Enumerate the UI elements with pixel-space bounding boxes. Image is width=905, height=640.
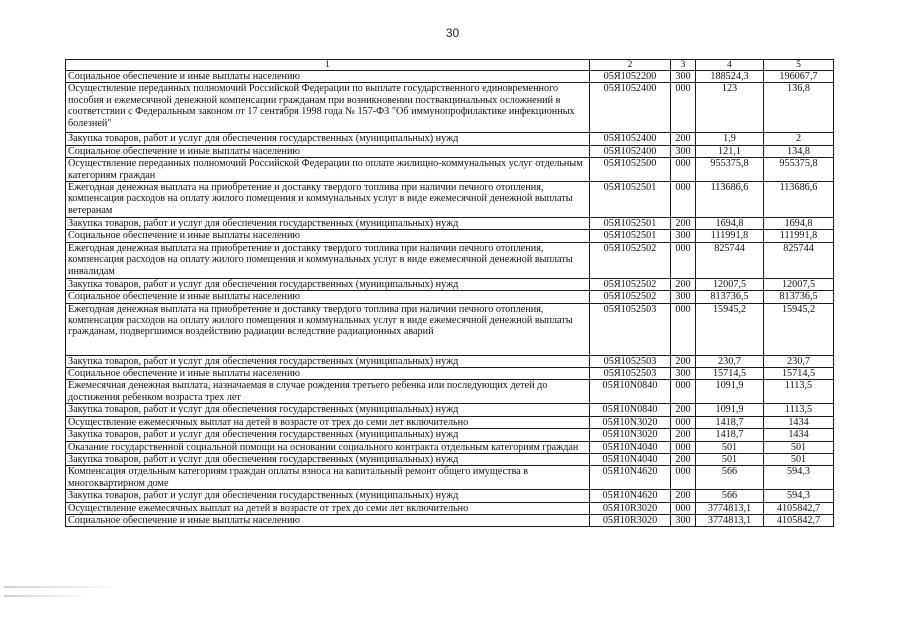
row-amount-2-cell: 12007,5 [764,278,834,290]
row-code-cell: 05Я1052400 [590,145,671,157]
row-type-cell: 300 [671,71,696,83]
row-amount-1-cell: 15945,2 [696,303,764,355]
row-amount-1-cell: 123 [696,83,764,133]
row-code-cell: 05Я1052500 [590,158,671,182]
row-code-cell: 05Я1052400 [590,83,671,133]
row-name-cell: Осуществление переданных полномочий Российской Федерации по оплате жилищно-коммунальных услуг отдельным категориям граждан [66,158,590,182]
column-header-amount-2: 5 [764,60,834,71]
table-row [66,490,834,502]
row-amount-1-cell: 230,7 [696,355,764,367]
scan-artifact [4,586,114,588]
row-amount-2-cell: 594,3 [764,466,834,490]
row-type-cell: 000 [671,182,696,218]
row-amount-1-cell: 1,9 [696,133,764,145]
budget-table [65,59,834,527]
table-body [66,71,834,527]
row-type-cell: 200 [671,355,696,367]
table-row [66,218,834,230]
row-amount-2-cell: 1113,5 [764,380,834,404]
row-amount-1-cell: 1418,7 [696,429,764,441]
row-amount-2-cell: 230,7 [764,355,834,367]
row-amount-1-cell: 15714,5 [696,368,764,380]
row-amount-1-cell: 825744 [696,242,764,278]
row-type-cell: 000 [671,158,696,182]
row-type-cell: 000 [671,416,696,428]
row-code-cell: 05Я1052502 [590,242,671,278]
row-type-cell: 300 [671,230,696,242]
row-type-cell: 200 [671,404,696,416]
row-type-cell: 000 [671,441,696,453]
table-row [66,145,834,157]
row-amount-2-cell: 1434 [764,429,834,441]
page-number: 30 [445,26,460,40]
table-row [66,453,834,465]
row-name-cell: Закупка товаров, работ и услуг для обеспечения государственных (муниципальных) нужд [66,355,590,367]
row-amount-2-cell: 196067,7 [764,71,834,83]
row-code-cell: 05Я10N0840 [590,380,671,404]
row-code-cell: 05Я1052400 [590,133,671,145]
table-row [66,368,834,380]
row-code-cell: 05Я10N0840 [590,404,671,416]
column-header-code: 2 [590,60,671,71]
row-name-cell: Осуществление переданных полномочий Российской Федерации по выплате государственного единовременного пособия и ежемесячной денежной компенсации гражданам при возникновении поствакцинальных осложнений в соответствии с Федеральным законом от 17 сентября 1998 года № 157-ФЗ "Об иммунопрофилактике инфекционных болезней" [66,83,590,133]
row-type-cell: 200 [671,218,696,230]
table-row [66,441,834,453]
row-amount-1-cell: 113686,6 [696,182,764,218]
row-name-cell: Ежегодная денежная выплата на приобретение и доставку твердого топлива при наличии печного отопления, компенсация расходов на оплату жилого помещения и коммунальных услуг в виде ежемесячной денежной выплаты инвалидам [66,242,590,278]
row-type-cell: 300 [671,368,696,380]
row-amount-2-cell: 113686,6 [764,182,834,218]
row-amount-2-cell: 1694,8 [764,218,834,230]
row-amount-1-cell: 1091,9 [696,380,764,404]
row-type-cell: 000 [671,83,696,133]
row-amount-2-cell: 825744 [764,242,834,278]
row-amount-1-cell: 955375,8 [696,158,764,182]
table-row [66,230,834,242]
row-name-cell: Ежегодная денежная выплата на приобретение и доставку твердого топлива при наличии печного отопления, компенсация расходов на оплату жилого помещения и коммунальных услуг в виде ежемесячной денежной выплаты ветеранам [66,182,590,218]
row-amount-1-cell: 1418,7 [696,416,764,428]
row-amount-2-cell: 501 [764,453,834,465]
table-row [66,83,834,133]
row-name-cell: Социальное обеспечение и иные выплаты населению [66,71,590,83]
row-amount-2-cell: 1113,5 [764,404,834,416]
row-code-cell: 05Я1052501 [590,218,671,230]
table-row [66,355,834,367]
row-code-cell: 05Я10N4620 [590,490,671,502]
row-code-cell: 05Я10N4620 [590,466,671,490]
row-type-cell: 300 [671,514,696,526]
table-row [66,514,834,526]
table-row [66,404,834,416]
table-row [66,502,834,514]
row-amount-1-cell: 12007,5 [696,278,764,290]
row-type-cell: 000 [671,380,696,404]
row-amount-1-cell: 1091,9 [696,404,764,416]
row-type-cell: 000 [671,502,696,514]
table-row [66,303,834,355]
row-amount-2-cell: 4105842,7 [764,514,834,526]
row-amount-1-cell: 501 [696,441,764,453]
row-name-cell: Социальное обеспечение и иные выплаты населению [66,368,590,380]
row-name-cell: Закупка товаров, работ и услуг для обеспечения государственных (муниципальных) нужд [66,133,590,145]
row-amount-1-cell: 501 [696,453,764,465]
row-amount-1-cell: 1694,8 [696,218,764,230]
table-row [66,182,834,218]
row-amount-2-cell: 1434 [764,416,834,428]
row-type-cell: 200 [671,133,696,145]
column-header-name: 1 [66,60,590,71]
row-type-cell: 000 [671,303,696,355]
table-row [66,71,834,83]
row-name-cell: Закупка товаров, работ и услуг для обеспечения государственных (муниципальных) нужд [66,278,590,290]
row-type-cell: 200 [671,429,696,441]
table-row [66,291,834,303]
column-header-amount-1: 4 [696,60,764,71]
row-type-cell: 200 [671,278,696,290]
row-code-cell: 05Я1052502 [590,278,671,290]
row-amount-2-cell: 594,3 [764,490,834,502]
table-row [66,466,834,490]
table-row [66,429,834,441]
row-name-cell: Оказание государственной социальной помощи на основании социального контракта отдельным категориям граждан [66,441,590,453]
row-amount-2-cell: 955375,8 [764,158,834,182]
column-header-type: 3 [671,60,696,71]
row-name-cell: Закупка товаров, работ и услуг для обеспечения государственных (муниципальных) нужд [66,429,590,441]
row-name-cell: Закупка товаров, работ и услуг для обеспечения государственных (муниципальных) нужд [66,453,590,465]
row-name-cell: Социальное обеспечение и иные выплаты населению [66,145,590,157]
row-name-cell: Социальное обеспечение и иные выплаты населению [66,514,590,526]
row-amount-2-cell: 4105842,7 [764,502,834,514]
table-row [66,278,834,290]
row-code-cell: 05Я1052501 [590,182,671,218]
row-name-cell: Закупка товаров, работ и услуг для обеспечения государственных (муниципальных) нужд [66,218,590,230]
row-type-cell: 300 [671,145,696,157]
row-amount-2-cell: 2 [764,133,834,145]
row-name-cell: Осуществление ежемесячных выплат на детей в возрасте от трех до семи лет включительно [66,502,590,514]
row-name-cell: Закупка товаров, работ и услуг для обеспечения государственных (муниципальных) нужд [66,490,590,502]
row-code-cell: 05Я1052503 [590,355,671,367]
table-row [66,380,834,404]
row-amount-2-cell: 111991,8 [764,230,834,242]
table-row [66,158,834,182]
row-code-cell: 05Я10R3020 [590,514,671,526]
row-code-cell: 05Я10N4040 [590,441,671,453]
row-amount-1-cell: 111991,8 [696,230,764,242]
row-code-cell: 05Я10N3020 [590,429,671,441]
table-row [66,416,834,428]
row-name-cell: Ежегодная денежная выплата на приобретение и доставку твердого топлива при наличии печного отопления, компенсация расходов на оплату жилого помещения и коммунальных услуг в виде ежемесячной денежной выплаты гражданам, подвергшимся воздействию радиации вследствие радиационных аварий [66,303,590,355]
row-name-cell: Закупка товаров, работ и услуг для обеспечения государственных (муниципальных) нужд [66,404,590,416]
row-amount-2-cell: 136,8 [764,83,834,133]
row-code-cell: 05Я1052503 [590,368,671,380]
row-amount-1-cell: 566 [696,490,764,502]
row-amount-1-cell: 3774813,1 [696,514,764,526]
row-amount-2-cell: 15714,5 [764,368,834,380]
row-code-cell: 05Я1052200 [590,71,671,83]
row-name-cell: Ежемесячная денежная выплата, назначаемая в случае рождения третьего ребенка или последующих детей до достижения ребенком возраста трех лет [66,380,590,404]
row-type-cell: 300 [671,291,696,303]
row-amount-2-cell: 15945,2 [764,303,834,355]
row-code-cell: 05Я10N4040 [590,453,671,465]
table-row [66,242,834,278]
row-amount-1-cell: 121,1 [696,145,764,157]
row-type-cell: 000 [671,242,696,278]
row-type-cell: 200 [671,453,696,465]
row-name-cell: Социальное обеспечение и иные выплаты населению [66,291,590,303]
scan-artifact [4,595,84,597]
row-name-cell: Компенсация отдельным категориям граждан оплаты взноса на капитальный ремонт общего имущества в многоквартирном доме [66,466,590,490]
row-type-cell: 000 [671,466,696,490]
row-amount-2-cell: 813736,5 [764,291,834,303]
row-amount-1-cell: 813736,5 [696,291,764,303]
row-code-cell: 05Я10N3020 [590,416,671,428]
table-header-row [66,60,834,71]
table-row [66,133,834,145]
row-amount-1-cell: 188524,3 [696,71,764,83]
row-code-cell: 05Я1052502 [590,291,671,303]
row-amount-1-cell: 3774813,1 [696,502,764,514]
row-name-cell: Осуществление ежемесячных выплат на детей в возрасте от трех до семи лет включительно [66,416,590,428]
row-name-cell: Социальное обеспечение и иные выплаты населению [66,230,590,242]
row-amount-1-cell: 566 [696,466,764,490]
row-type-cell: 200 [671,490,696,502]
row-code-cell: 05Я1052503 [590,303,671,355]
row-amount-2-cell: 134,8 [764,145,834,157]
row-amount-2-cell: 501 [764,441,834,453]
row-code-cell: 05Я1052501 [590,230,671,242]
row-code-cell: 05Я10R3020 [590,502,671,514]
